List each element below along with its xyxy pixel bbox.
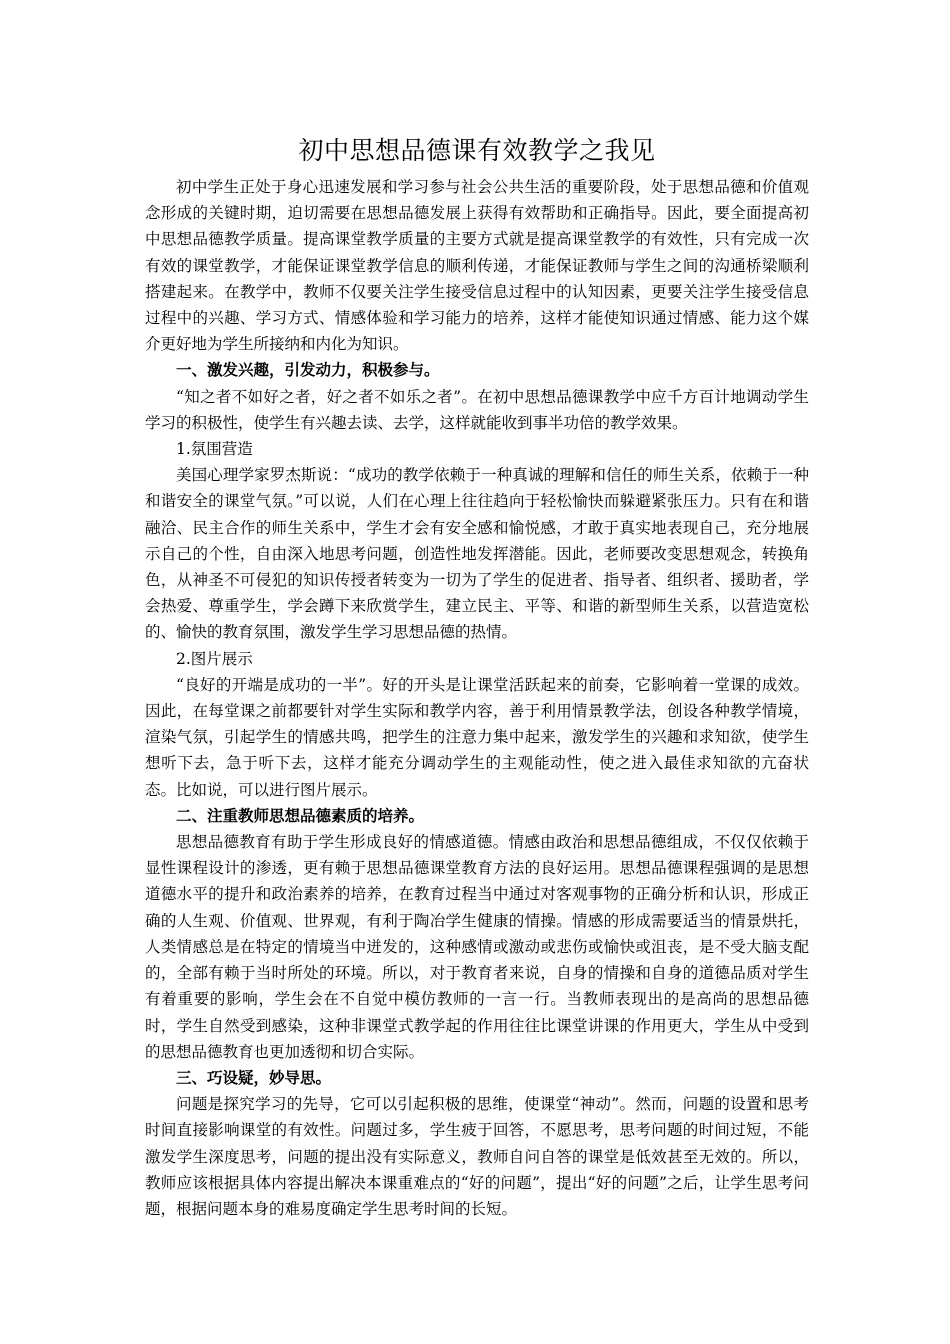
section-1-heading: 一、激发兴趣，引发动力，积极参与。 bbox=[176, 360, 440, 380]
section-2-paragraph: 思想品德教育有助于学生形成良好的情感道德。情感由政治和思想品德组成，不仅仅依赖于显性课程设计的渗透，更有赖于思想品德课堂教育方法的良好运用。思想品德课程强调的是思想道德水平的提升和政治素养的培养，在教育过程当中通过对客观事物的正确分析和认识，形成正确的人生观、价值观、世界观，有利于陶冶学生健康的情操。情感的形成需要适当的情景烘托，人类情感总是在特定的情境当中迸发的，这种感情或激动或悲伤或愉快或沮丧，是不受大脑支配的，全部有赖于当时所处的环境。所以，对于教育者来说，自身的情操和自身的道德品质对学生有着重要的影响，学生会在不自觉中模仿教师的一言一行。当教师表现出的是高尚的思想品德时，学生自然受到感染，这种非课堂式教学起的作用往往比课堂讲课的作用更大，学生从中受到的思想品德教育也更加透彻和切合实际。 bbox=[145, 833, 809, 1061]
subsection-1-title: 1.氛围营造 bbox=[176, 440, 253, 459]
document-page bbox=[145, 132, 809, 1222]
section-3-heading: 三、巧设疑，妙导思。 bbox=[176, 1067, 332, 1087]
subsection-2-title: 2.图片展示 bbox=[176, 649, 253, 668]
section-2-heading: 二、注重教师思想品德素质的培养。 bbox=[176, 805, 425, 825]
subsection-2-paragraph: “良好的开端是成功的一半”。好的开头是让课堂活跃起来的前奏，它影响着一堂课的成效。因此，在每堂课之前都要针对学生实际和教学内容，善于利用情景教学法，创设各种教学情境，渲染气氛，引起学生的情感共鸣，把学生的注意力集中起来，激发学生的兴趣和求知欲，使学生想听下去，急于听下去，这样才能充分调动学生的主观能动性，使之进入最佳求知欲的亢奋状态。比如说，可以进行图片展示。 bbox=[145, 675, 809, 799]
intro-paragraph: 初中学生正处于身心迅速发展和学习参与社会公共生活的重要阶段，处于思想品德和价值观念形成的关键时期，迫切需要在思想品德发展上获得有效帮助和正确指导。因此，要全面提高初中思想品德教学质量。提高课堂教学质量的主要方式就是提高课堂教学的有效性，只有完成一次有效的课堂教学，才能保证课堂教学信息的顺利传递，才能保证教师与学生之间的沟通桥梁顺利搭建起来。在教学中，教师不仅要关注学生接受信息过程中的认知因素，更要关注学生接受信息过程中的兴趣、学习方式、情感体验和学习能力的培养，这样才能使知识通过情感、能力这个媒介更好地为学生所接纳和内化为知识。 bbox=[145, 178, 809, 354]
section-3-paragraph: 问题是探究学习的先导，它可以引起积极的思维，使课堂“神动”。然而，问题的设置和思考时间直接影响课堂的有效性。问题过多，学生疲于回答，不愿思考，思考问题的时间过短，不能激发学生深度思考，问题的提出没有实际意义，教师自问自答的课堂是低效甚至无效的。所以，教师应该根据具体内容提出解决本课重难点的“好的问题”，提出“好的问题”之后，让学生思考问题，根据问题本身的难易度确定学生思考时间的长短。 bbox=[145, 1095, 809, 1218]
document-title: 初中思想品德课有效教学之我见 bbox=[298, 136, 656, 165]
section-1-paragraph: “知之者不如好之者，好之者不如乐之者”。在初中思想品德课教学中应千方百计地调动学生学习的积极性，使学生有兴趣去读、去学，这样就能收到事半功倍的教学效果。 bbox=[145, 387, 809, 432]
subsection-1-paragraph: 美国心理学家罗杰斯说：“成功的教学依赖于一种真诚的理解和信任的师生关系，依赖于一种和谐安全的课堂气氛。”可以说，人们在心理上往往趋向于轻松愉快而躲避紧张压力。只有在和谐融洽、民主合作的师生关系中，学生才会有安全感和愉悦感，才敢于真实地表现自己，充分地展示自己的个性，自由深入地思考问题，创造性地发挥潜能。因此，老师要改变思想观念，转换角色，从神圣不可侵犯的知识传授者转变为一切为了学生的促进者、指导者、组织者、援助者，学会热爱、尊重学生，学会蹲下来欣赏学生，建立民主、平等、和谐的新型师生关系，以营造宽松的、愉快的教育氛围，激发学生学习思想品德的热情。 bbox=[145, 466, 809, 642]
